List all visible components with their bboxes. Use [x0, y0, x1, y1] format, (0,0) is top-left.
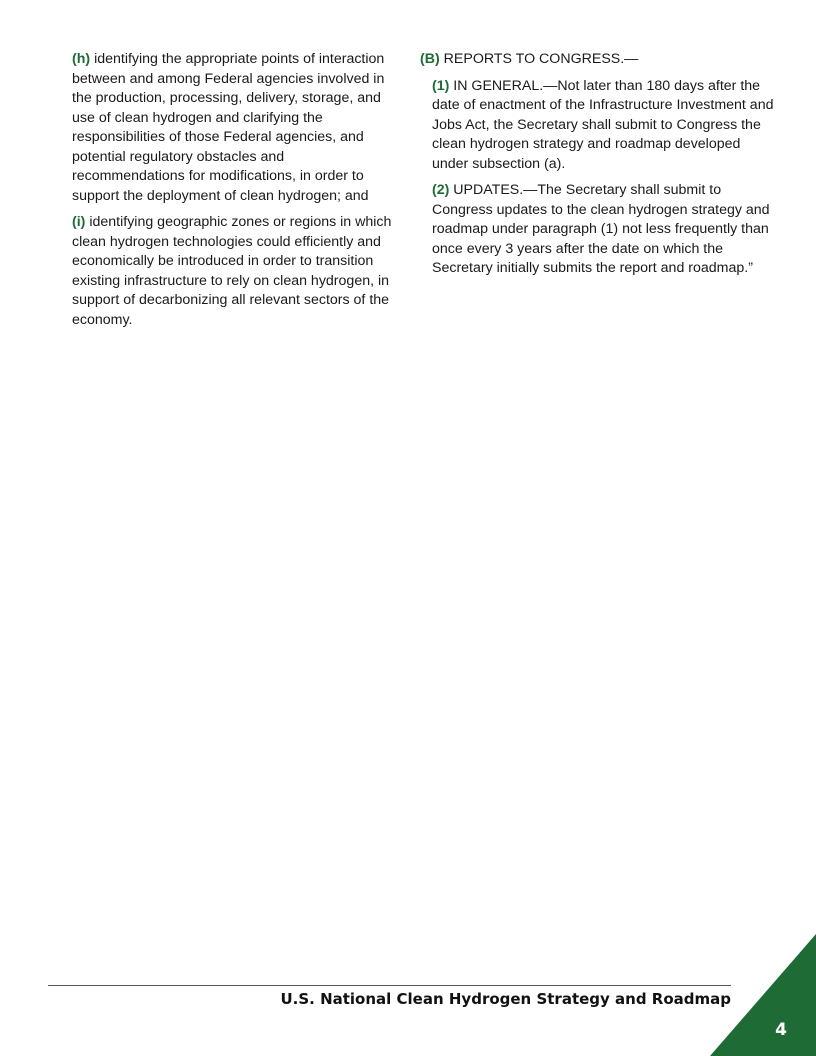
clause-marker: (h)	[72, 51, 91, 67]
section-heading-reports	[420, 50, 776, 70]
clause-marker: (i)	[72, 214, 86, 230]
left-column	[72, 50, 398, 337]
section-heading-text: REPORTS TO CONGRESS.—	[439, 51, 639, 67]
clause-text: identifying geographic zones or regions in which clean hydrogen technologies could efficiently and economically be introduced in order to transition existing infrastructure to rely on clean hydrogen, in support of decarbonizing all relevant sectors of the economy.	[72, 214, 392, 328]
clause-i	[72, 213, 398, 330]
paragraph-marker: (1)	[432, 77, 450, 94]
right-column	[420, 50, 776, 286]
paragraph-1-in-general	[432, 77, 776, 175]
clause-h	[72, 50, 398, 206]
page-corner-triangle	[710, 934, 816, 1056]
page-number: 4	[775, 1020, 787, 1040]
footer-document-title: U.S. National Clean Hydrogen Strategy and Roadmap	[280, 990, 731, 1008]
paragraph-2-updates	[432, 181, 776, 279]
footer-divider	[48, 985, 731, 986]
clause-text: identifying the appropriate points of interaction between and among Federal agencies involved in the production, processing, delivery, storage, and use of clean hydrogen and clarifying the responsibilities of those Federal agencies, and potential regulatory obstacles and recommendations for modifications, in order to support the deployment of clean hydrogen; and	[72, 51, 385, 204]
paragraph-text: IN GENERAL.—Not later than 180 days after the date of enactment of the Infrastructure Investment and Jobs Act, the Secretary shall submit to Congress the clean hydrogen strategy and roadmap developed under subsection (a).	[432, 77, 774, 172]
paragraph-marker: (2)	[432, 182, 450, 198]
paragraph-text: UPDATES.—The Secretary shall submit to Congress updates to the clean hydrogen strategy and roadmap under paragraph (1) not less frequently than once every 3 years after the date on which the Secretary initially submits the report and roadmap.”	[432, 182, 770, 276]
section-marker: (B)	[420, 51, 440, 67]
